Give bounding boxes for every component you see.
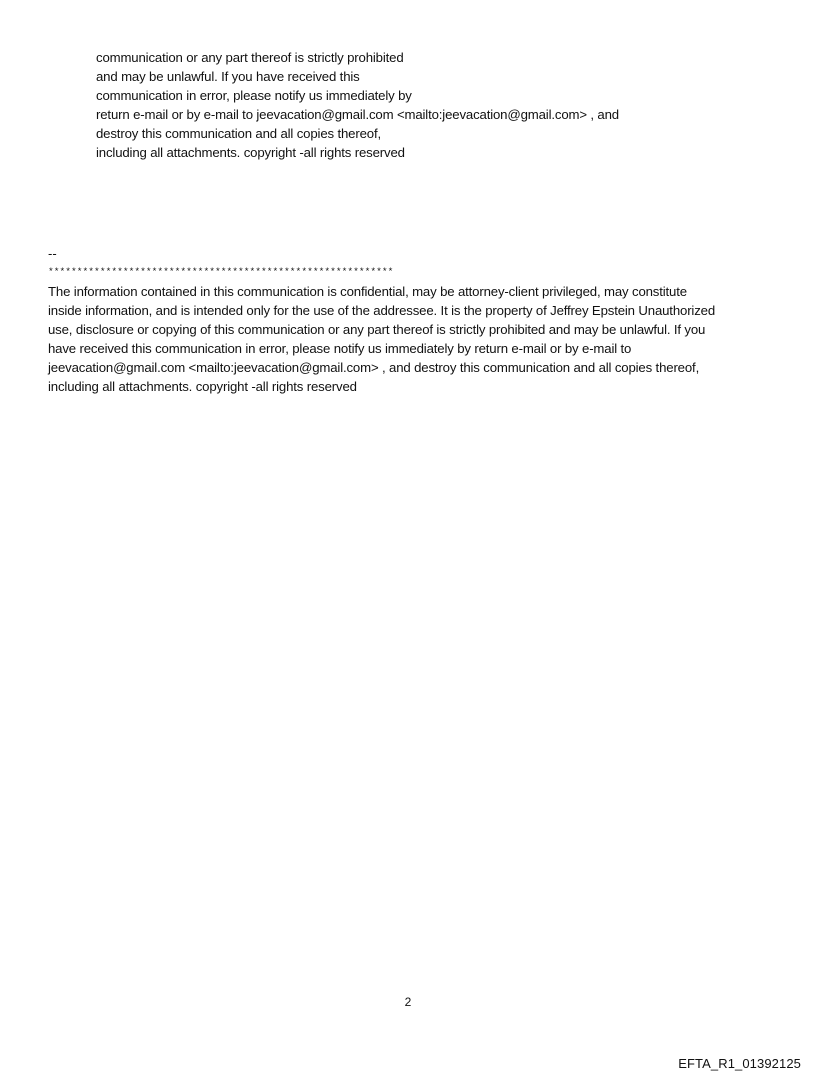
quoted-confidentiality-notice xyxy=(96,48,776,162)
disclaimer-line: including all attachments. copyright -all rights reserved xyxy=(48,379,357,394)
signature-dashes: -- xyxy=(48,246,57,261)
quoted-notice-line: communication or any part thereof is strictly prohibited xyxy=(96,50,404,65)
quoted-notice-line: including all attachments. copyright -all rights reserved xyxy=(96,145,405,160)
disclaimer-line: inside information, and is intended only for the use of the addressee. It is the property of Jeffrey Epstein Unauthorized xyxy=(48,303,716,318)
disclaimer-line: use, disclosure or copying of this communication or any part thereof is strictly prohibited and may be unlawful. If you xyxy=(48,322,706,337)
signature-separator xyxy=(48,244,778,281)
document-id-footer: EFTA_R1_01392125 xyxy=(678,1056,801,1071)
quoted-notice-line: return e-mail or by e-mail to jeevacation@gmail.com <mailto:jeevacation@gmail.com> , and xyxy=(96,107,619,122)
page-number: 2 xyxy=(404,995,412,1009)
quoted-notice-line: destroy this communication and all copies thereof, xyxy=(96,126,381,141)
confidentiality-disclaimer xyxy=(48,282,778,396)
disclaimer-line: The information contained in this communication is confidential, may be attorney-client privileged, may constitute xyxy=(48,284,687,299)
disclaimer-line: have received this communication in error, please notify us immediately by return e-mail or by e-mail to xyxy=(48,341,632,356)
quoted-notice-line: communication in error, please notify us immediately by xyxy=(96,88,412,103)
quoted-notice-line: and may be unlawful. If you have received this xyxy=(96,69,360,84)
disclaimer-line: jeevacation@gmail.com <mailto:jeevacation@gmail.com> , and destroy this communication and all copies thereof, xyxy=(48,360,700,375)
asterisk-divider: ************************************************************ xyxy=(48,266,394,277)
